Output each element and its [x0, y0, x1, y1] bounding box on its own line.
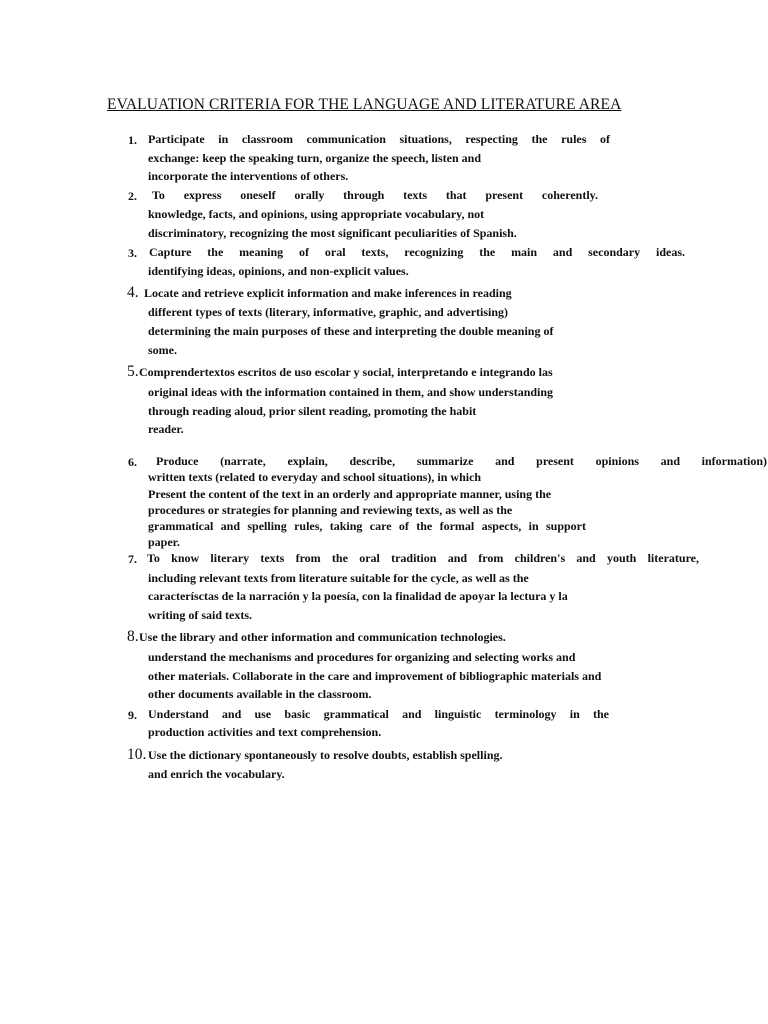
criterion-line: production activities and text comprehension.: [148, 725, 382, 739]
criterion-line: Present the content of the text in an orderly and appropriate manner, using the: [148, 487, 552, 501]
criterion-line: Capture the meaning of oral texts, recognizing the main and secondary ideas.: [149, 245, 685, 259]
criterion-line: Locate and retrieve explicit information and make inferences in reading: [144, 286, 512, 300]
criterion-number: 8.: [127, 628, 139, 645]
criterion-line: Participate in classroom communication situations, respecting the rules of: [148, 132, 610, 146]
page-title: EVALUATION CRITERIA FOR THE LANGUAGE AND LITERATURE AREA: [107, 96, 622, 113]
criterion-line: original ideas with the information contained in them, and show understanding: [148, 385, 554, 399]
criterion-line: some.: [148, 343, 177, 357]
criterion-line: paper.: [148, 535, 180, 549]
criterion-line: exchange: keep the speaking turn, organize the speech, listen and: [148, 151, 481, 165]
criterion-line: identifying ideas, opinions, and non-explicit values.: [148, 264, 409, 278]
criterion-line: written texts (related to everyday and school situations), in which: [148, 470, 482, 484]
criterion-number: 3.: [128, 246, 137, 260]
criterion-line: discriminatory, recognizing the most significant peculiarities of Spanish.: [148, 226, 517, 240]
criterion-number: 7.: [128, 552, 137, 566]
criterion-line: caracterísctas de la narración y la poesía, con la finalidad de apoyar la lectura y la: [148, 589, 568, 603]
criterion-line: knowledge, facts, and opinions, using appropriate vocabulary, not: [148, 207, 485, 221]
criterion-line: reader.: [148, 422, 184, 436]
criterion-number: 2.: [128, 189, 137, 203]
criterion-line: determining the main purposes of these and interpreting the double meaning of: [148, 324, 554, 338]
criterion-line: incorporate the interventions of others.: [148, 169, 349, 183]
criterion-line: understand the mechanisms and procedures for organizing and selecting works and: [148, 650, 576, 664]
criterion-line: Use the library and other information and communication technologies.: [139, 630, 506, 644]
criterion-line: through reading aloud, prior silent reading, promoting the habit: [148, 404, 477, 418]
criterion-line: other materials. Collaborate in the care and improvement of bibliographic materials and: [148, 669, 602, 683]
criterion-line: To know literary texts from the oral tradition and from children's and youth literature,: [147, 551, 699, 565]
criterion-number: 1.: [128, 133, 137, 147]
criterion-line: and enrich the vocabulary.: [148, 767, 285, 781]
criterion-line: different types of texts (literary, informative, graphic, and advertising): [148, 305, 509, 319]
criterion-line: grammatical and spelling rules, taking care of the formal aspects, in support: [148, 519, 586, 533]
criterion-line: Understand and use basic grammatical and linguistic terminology in the: [148, 707, 609, 721]
criterion-line: To express oneself orally through texts that present coherently.: [152, 188, 598, 202]
criterion-number: 4.: [127, 284, 139, 301]
criterion-line: Comprendertextos escritos de uso escolar y social, interpretando e integrando las: [139, 365, 553, 379]
criterion-number: 10.: [127, 746, 147, 763]
criterion-line: Produce (narrate, explain, describe, summarize and present opinions and information): [156, 454, 767, 468]
criterion-line: writing of said texts.: [148, 608, 252, 622]
criterion-line: procedures or strategies for planning and reviewing texts, as well as the: [148, 503, 513, 517]
criterion-number: 6.: [128, 455, 137, 469]
criterion-line: including relevant texts from literature suitable for the cycle, as well as the: [148, 571, 529, 585]
criterion-number: 5.: [127, 363, 139, 380]
criterion-line: other documents available in the classroom.: [148, 687, 372, 701]
criterion-number: 9.: [128, 708, 137, 722]
criterion-line: Use the dictionary spontaneously to resolve doubts, establish spelling.: [148, 748, 503, 762]
